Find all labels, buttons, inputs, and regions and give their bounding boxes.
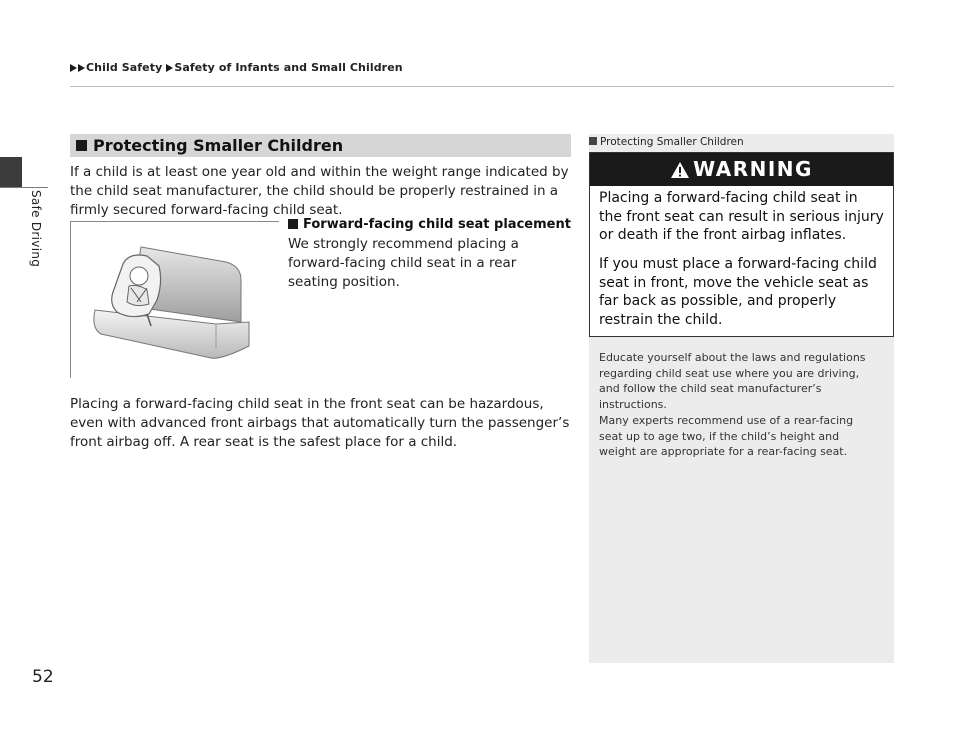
rear-seat-child-seat-icon bbox=[71, 222, 279, 378]
sidebar-heading-text: Protecting Smaller Children bbox=[600, 136, 744, 148]
breadcrumb-arrow-icon bbox=[78, 64, 85, 72]
sidebar-link-icon bbox=[589, 137, 597, 145]
warning-header bbox=[590, 153, 893, 186]
chapter-tab-label[interactable]: Safe Driving bbox=[29, 190, 43, 268]
chapter-tab-marker bbox=[0, 157, 22, 187]
subsection-heading-text: Forward-facing child seat placement bbox=[303, 217, 571, 232]
chapter-tab-line bbox=[0, 187, 48, 188]
warning-box bbox=[589, 152, 894, 337]
subsection-square-icon bbox=[288, 219, 298, 229]
breadcrumb bbox=[70, 61, 403, 74]
section-title: Protecting Smaller Children bbox=[93, 136, 344, 155]
sidebar-note-1: Educate yourself about the laws and regulations regarding child seat use where you are driving, and follow the child seat manufacturer’s instructions. bbox=[599, 351, 866, 411]
sidebar-note-2: Many experts recommend use of a rear-facing seat up to age two, if the child’s height and weight are appropriate for a rear-facing seat. bbox=[599, 414, 854, 458]
breadcrumb-item-child-safety[interactable]: Child Safety bbox=[86, 61, 163, 74]
subsection-heading bbox=[288, 217, 571, 232]
warning-text-2: If you must place a forward-facing child seat in front, move the vehicle seat as far back as possible, and properly restrain the child. bbox=[599, 256, 877, 328]
child-seat-illustration bbox=[70, 221, 279, 378]
breadcrumb-arrow-icon bbox=[70, 64, 77, 72]
section-heading-bar bbox=[70, 134, 571, 157]
section-square-icon bbox=[76, 140, 87, 151]
warning-triangle-icon bbox=[670, 161, 690, 179]
warning-text-1: Placing a forward-facing child seat in the front seat can result in serious injury or death if the front airbag inflates. bbox=[599, 190, 884, 243]
page-number: 52 bbox=[32, 667, 54, 687]
header-rule bbox=[70, 86, 894, 87]
intro-paragraph: If a child is at least one year old and within the weight range indicated by the child seat manufacturer, the child should be properly restrained in a firmly secured forward-facing child seat. bbox=[70, 164, 569, 218]
outro-paragraph: Placing a forward-facing child seat in the front seat can be hazardous, even with advanced front airbags that automatically turn the passenger’s front airbag off. A rear seat is the safest place for a child. bbox=[70, 396, 570, 450]
breadcrumb-item-infants[interactable]: Safety of Infants and Small Children bbox=[174, 61, 403, 74]
warning-title: WARNING bbox=[693, 157, 813, 181]
breadcrumb-arrow-icon bbox=[166, 64, 173, 72]
sidebar-heading[interactable] bbox=[589, 136, 744, 148]
subsection-body: We strongly recommend placing a forward-facing child seat in a rear seating position. bbox=[288, 236, 519, 290]
